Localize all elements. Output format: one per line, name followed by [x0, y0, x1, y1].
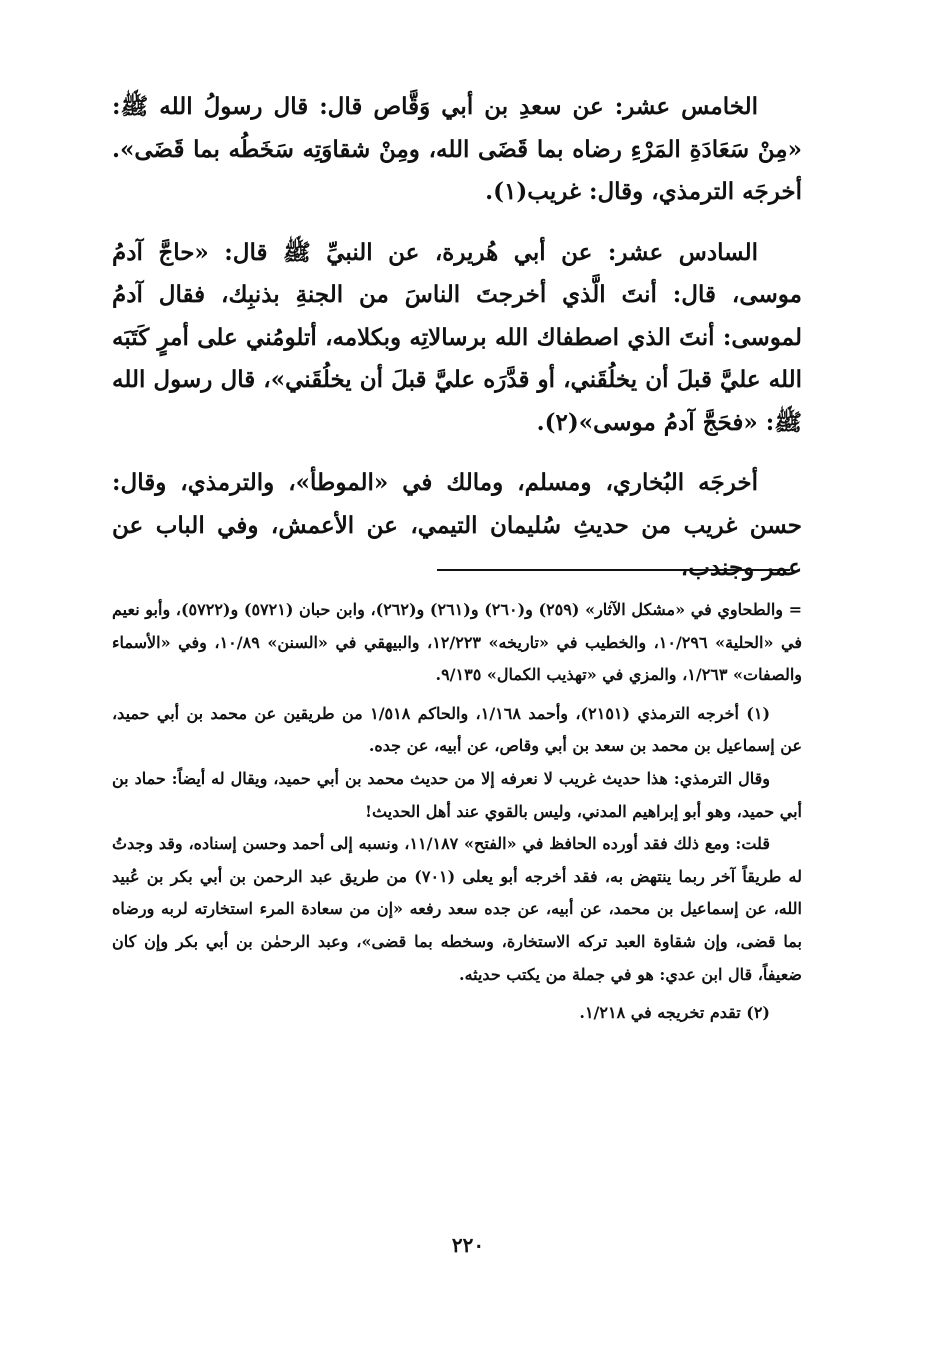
footnote-1: (١) أخرجه الترمذي (٢١٥١)، وأحمد ١/١٦٨، والحاكم ١/٥١٨ من طريقين عن محمد بن أبي حميد، عن إسماعيل بن محمد بن سعد بن أبي وقاص، عن أبيه، عن جده.	[112, 703, 802, 756]
page-number: ٢٢٠	[451, 1233, 485, 1257]
footnotes	[112, 594, 802, 1030]
paragraph-takhrij: أخرجَه البُخاري، ومسلم، ومالك في «الموطأ»، والترمذي، وقال: حسن غريب من حديثِ سُليمان التيمي، عن الأعمش، وفي الباب عن عمر وجندب،	[112, 469, 802, 581]
footnote-1-tirmidhi-comment: وقال الترمذي: هذا حديث غريب لا نعرفه إلا من حديث محمد بن أبي حميد، ويقال له أيضاً: حماد بن أبي حميد، وهو أبو إبراهيم المدني، وليس بالقوي عند أهل الحديث!	[112, 768, 802, 821]
footnote-2: (٢) تقدم تخريجه في ١/٢١٨.	[579, 1003, 770, 1023]
footnote-continuation: = والطحاوي في «مشكل الآثار» (٢٥٩) و(٢٦٠) و(٢٦١) و(٢٦٢)، وابن حبان (٥٧٢١) و(٥٧٢٢)، وأبو نعيم في «الحلية» ١٠/٢٩٦، والخطيب في «تاريخه» ١٢/٢٢٣، والبيهقي في «السنن» ١٠/٨٩، وفي «الأسماء والصفات» ١/٢٦٣، والمزي في «تهذيب الكمال» ٩/١٣٥.	[112, 600, 803, 685]
paragraph-sixteenth-hadith: السادس عشر: عن أبي هُريرة، عن النبيِّ ﷺ قال: «حاجَّ آدمُ موسى، قال: أنتَ الَّذي أخرجتَ الناسَ من الجنةِ بذنبِك، فقال آدمُ لموسى: أنتَ الذي اصطفاك الله برسالاتِه وبكلامه، أتلومُني على أمرٍ كَتَبَه الله عليَّ قبلَ أن يخلُقَني، أو قدَّرَه عليَّ قبلَ أن يخلُقَني»، قال رسول الله ﷺ: «فحَجَّ آدمُ موسى»(٢).	[112, 238, 802, 436]
footnote-1-author-comment: قلت: ومع ذلك فقد أورده الحافظ في «الفتح» ١١/١٨٧، ونسبه إلى أحمد وحسن إسناده، وقد وجدتُ له طريقاً آخر ربما ينتهض به، فقد أخرجه أبو يعلى (٧٠١) من طريق عبد الرحمن بن أبي بكر بن عُبيد الله، عن إسماعيل بن محمد، عن أبيه، عن جده سعد رفعه «إن من سعادة المرء استخارته لربه ورضاه بما قضى، وإن شقاوة العبد تركه الاستخارة، وسخطه بما قضى»، وعبد الرحمٰن بن أبي بكر وإن كان ضعيفاً، قال ابن عدي: هو في جملة من يكتب حديثه.	[112, 834, 803, 984]
paragraph-fifteenth-hadith: الخامس عشر: عن سعدِ بن أبي وَقَّاص قال: قال رسولُ الله ﷺ: «مِنْ سَعَادَةِ المَرْءِ رضاه بما قَضَى الله، ومِنْ شقاوَتِه سَخَطُه بما قَضَى». أخرجَه الترمذي، وقال: غريب(١).	[112, 93, 802, 205]
footnote-separator	[437, 569, 790, 571]
main-text	[112, 86, 802, 590]
